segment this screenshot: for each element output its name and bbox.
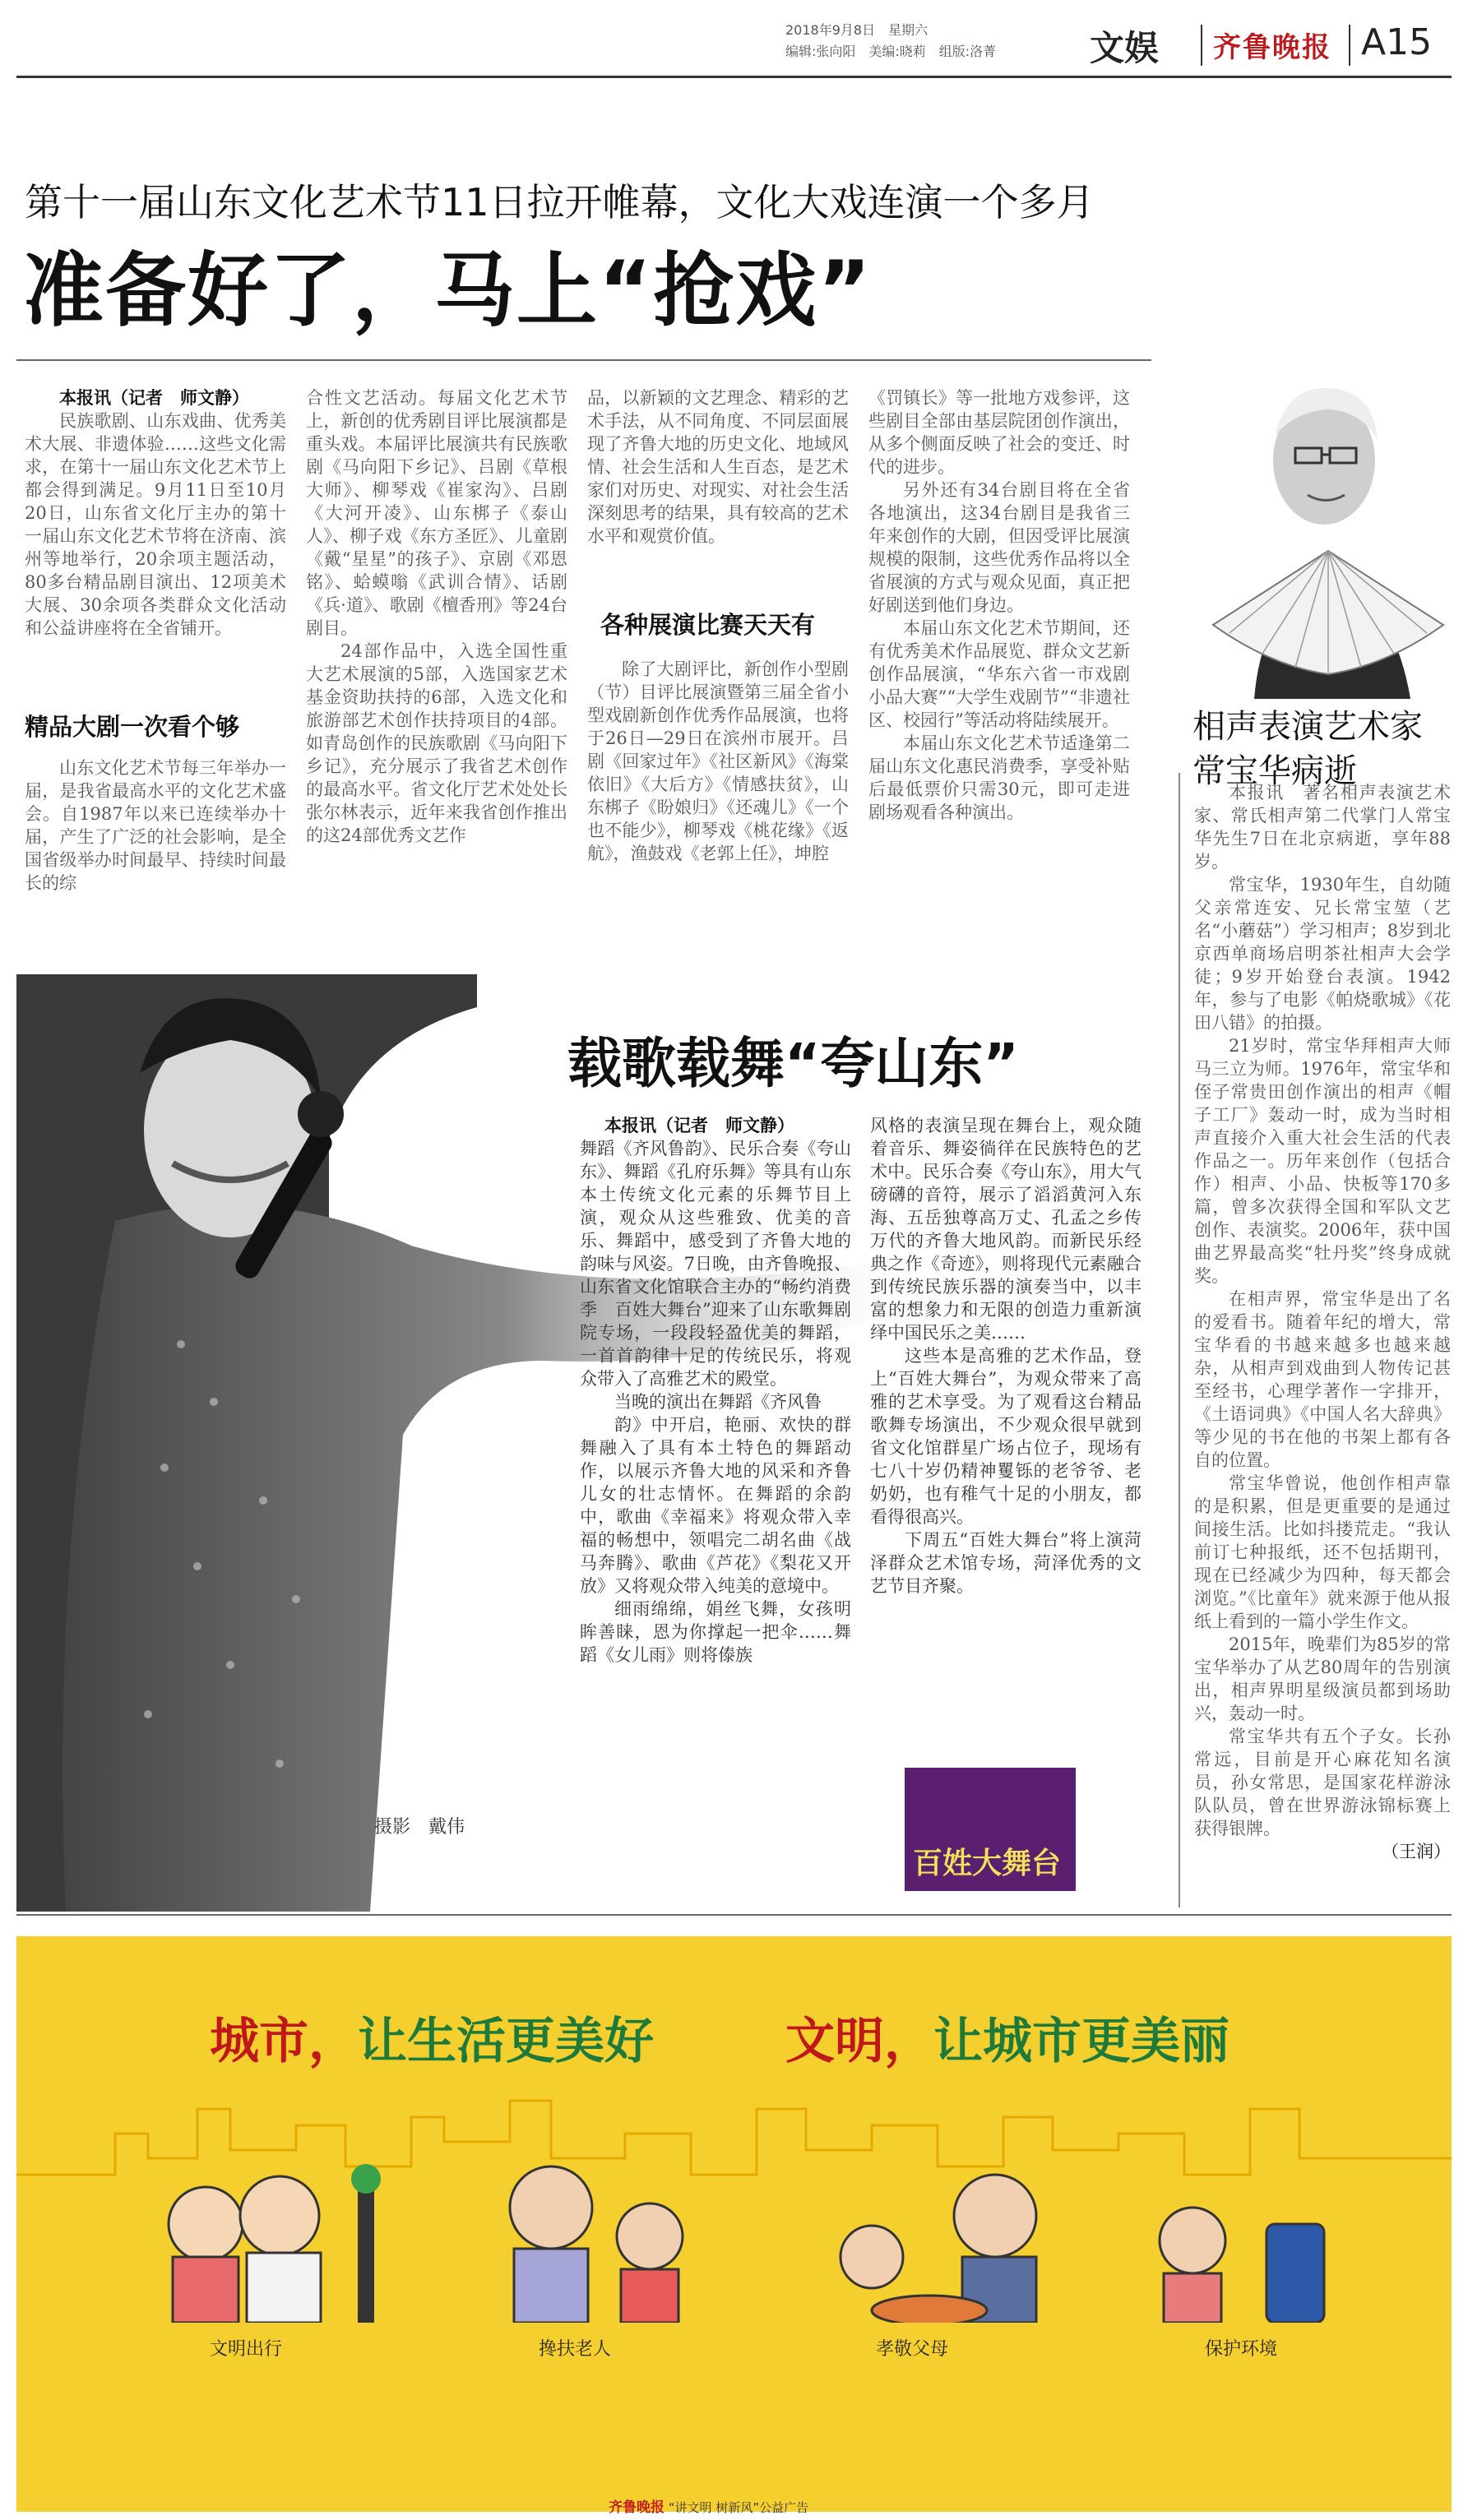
feature-paragraph: 当晚的演出在舞蹈《齐风鲁 — [614, 1392, 822, 1412]
headline-rule — [16, 359, 1151, 361]
obituary-title-line: 常宝华病逝 — [1192, 752, 1357, 790]
feature-paragraph: 舞蹈《齐风鲁韵》、民乐合奏《夸山东》、舞蹈《孔府乐舞》等具有山东本土传统文化元素的乐舞节目上演，观众从这些雅致、优美的音乐、舞蹈中，感受到了齐鲁大地的韵味与风姿。7日晚，由齐鲁晚报、山东省文化馆联合主办的“畅约消费季 百姓大舞台”迎来了山东歌舞剧院专场，一段段轻盈优美的舞蹈，一首首韵律十足的传统民乐，将观众带入了高雅艺术的殿堂。 — [580, 1139, 851, 1389]
column-rule — [1179, 773, 1180, 1907]
feature-paragraph: 这些本是高雅的艺术作品，登上“百姓大舞台”，为观众带来了高雅的艺术享受。为了观看这台精品歌舞专场演出，不少观众很早就到省文化馆群星广场占位子，现场有七八十岁仍精神矍铄的老爷爷、老奶奶，也有稚气十足的小朋友，都看得很高兴。 — [870, 1346, 1142, 1527]
ad-footer-brand: 齐鲁晚报 — [609, 2499, 665, 2516]
masthead-divider — [1349, 25, 1350, 66]
lead-subhead-1: 精品大剧一次看个够 — [25, 713, 240, 741]
editor-credits: 编辑:张向阳 美编:晓莉 组版:洛菁 — [785, 44, 997, 59]
feature-column-1 — [580, 1114, 851, 1667]
ad-caption: 保护环境 — [1205, 2339, 1278, 2360]
ad-slogan-1-prefix: 城市， — [210, 2013, 358, 2070]
obituary-paragraph: 21岁时，常宝华拜相声大师马三立为师。1976年，常宝华和侄子常贵田创作演出的相声《帽子工厂》轰动一时，成为当时相声直接介入重大社会生活的代表作品之一。历年来创作（包括合作）相声、小品、快板等170多篇，曾多次获得全国和军队文艺创作、表演奖。2006年，获中国曲艺界最高奖“牡丹奖”终身成就奖。 — [1194, 1036, 1451, 1286]
masthead-divider — [1201, 25, 1202, 66]
lead-column-4 — [868, 386, 1130, 824]
lead-column-1b — [25, 756, 286, 895]
ad-illustration — [16, 2060, 1452, 2323]
lead-column-1 — [25, 386, 286, 640]
lead-column-3 — [587, 386, 849, 548]
scene-protect-environment — [1160, 2208, 1324, 2323]
feature-paragraph: 韵》中开启，艳丽、欢快的群舞融入了具有本土特色的舞蹈动作，以展示齐鲁大地的风采和齐鲁儿女的壮志情怀。在舞蹈的余韵中，歌曲《幸福来》将观众带入幸福的畅想中，领唱完二胡名曲《战马奔腾》、歌曲《芦花》《梨花又开放》又将观众带入纯美的意境中。 — [580, 1415, 851, 1596]
lead-paragraph: 24部作品中，入选全国性重大艺术展演的5部，入选国家艺术基金资助扶持的6部，入选文化和旅游部艺术创作扶持项目的4部。如青岛创作的民族歌剧《马向阳下乡记》，充分展示了我省艺术创作的最高水平。省文化厅艺术处处长张尔林表示，近年来我省创作推出的这24部优秀文艺作 — [306, 641, 567, 845]
scene-help-elderly — [510, 2166, 683, 2323]
masthead — [0, 0, 1468, 74]
lead-paragraph: 山东文化艺术节每三年举办一届，是我省最高水平的文化艺术盛会。自1987年以来已连续举办十届，产生了广泛的社会影响，是全国省级举办时间最早、持续时间最长的综 — [25, 758, 286, 893]
ad-footer-text: “讲文明 树新风”公益广告 — [668, 2500, 809, 2515]
obituary-paragraph: 常宝华曾说，他创作相声靠的是积累，但是更重要的是通过间接生活。比如抖搂荒走。“我认前订七种报纸，还不包括期刊，现在已经减少为四种，每天都会浏览。”《比童年》就来源于他从报纸上看到的一篇小学生作文。 — [1194, 1473, 1451, 1631]
ad-caption: 搀扶老人 — [539, 2339, 612, 2360]
lead-paragraph: 另外还有34台剧目将在全省各地演出，这34台剧目是我省三年来创作的大剧，但因受评比展演规模的限制，这些优秀作品将以全省展演的方式与观众见面，真正把好剧送到他们身边。 — [868, 480, 1130, 615]
portrait-photo — [1205, 354, 1452, 699]
lead-paragraph: 除了大剧评比，新创作小型剧（节）目评比展演暨第三届全省小型戏剧新创作优秀作品展演，也将于26日—29日在滨州市展开。吕剧《回家过年》《社区新风》《海棠依旧》《大后方》《情感扶贫》，山东梆子《盼娘归》《还魂儿》《一个也不能少》，柳琴戏《桃花缘》《返航》，渔鼓戏《老郭上任》，坤腔 — [587, 659, 849, 863]
obituary-paragraph: 在相声界，常宝华是出了名的爱看书。随着年纪的增大，常宝华看的书越来越多也越来越杂，从相声到戏曲到人物传记甚至经书，心理学著作一字排开，《土语词典》《中国人名大辞典》等少见的书在他的书架上都有各自的位置。 — [1194, 1289, 1451, 1470]
ad-caption: 孝敬父母 — [876, 2339, 949, 2360]
obituary-column — [1194, 781, 1451, 1863]
lead-kicker: 第十一届山东文化艺术节11日拉开帷幕，文化大戏连演一个多月 — [25, 180, 1095, 224]
feature-title: 载歌载舞“夸山东” — [567, 1032, 1019, 1095]
lead-paragraph: 本届山东文化艺术节适逢第二届山东文化惠民消费季，享受补贴后最低票价只需30元，即可走进剧场观看各种演出。 — [868, 733, 1130, 822]
ad-slogan-2-suffix: 让城市更美丽 — [933, 2013, 1230, 2070]
lead-byline: 本报讯（记者 师文静） — [59, 388, 249, 408]
public-service-ad — [16, 1936, 1452, 2516]
lead-paragraph: 《罚镇长》等一批地方戏参评，这些剧目全部由基层院团创作演出，从多个侧面反映了社会的变迁、时代的进步。 — [868, 388, 1130, 477]
issue-meta — [785, 20, 996, 62]
top-rule — [16, 76, 1452, 78]
feature-paragraph: 下周五“百姓大舞台”将上演菏泽群众艺术馆专场，菏泽优秀的文艺节目齐聚。 — [870, 1530, 1142, 1596]
lead-paragraph: 品，以新颖的文艺理念、精彩的艺术手法，从不同角度、不同层面展现了齐鲁大地的历史文化、地域风情、社会生活和人生百态，是艺术家们对历史、对现实、对社会生活深刻思考的结果，具有较高的艺术水平和观赏价值。 — [587, 388, 849, 546]
lead-paragraph: 本届山东文化艺术节期间，还有优秀美术作品展览、群众文艺新创作品展演，“华东六省一市戏剧小品大赛”“大学生戏剧节”“非遗社区、校园行”等活动将陆续展开。 — [868, 618, 1130, 730]
lead-paragraph: 民族歌剧、山东戏曲、优秀美术大展、非遗体验……这些文化需求，在第十一届山东文化艺术节上都会得到满足。9月11日至10月20日，山东省文化厅主办的第十一届山东文化艺术节将在济南、滨州等地举行，20余项主题活动，80多台精品剧目演出、12项美术大展、30余项各类群众文化活动和公益讲座将在全省铺开。 — [25, 411, 286, 638]
lead-subhead-2: 各种展演比赛天天有 — [600, 611, 816, 639]
obituary-paragraph: 常宝华，1930年生，自幼随父亲常连安、兄长常宝堃（艺名“小蘑菇”）学习相声；8岁到北京西单商场启明茶社相声大会学徒；9岁开始登台表演。1942年，参与了电影《帕烧歌城》《花田八错》的拍摄。 — [1194, 875, 1451, 1033]
scene-filial-piety — [841, 2175, 1036, 2323]
obituary-title-line: 相声表演艺术家 — [1192, 708, 1423, 746]
obituary-paragraph: 2015年，晚辈们为85岁的常宝华举办了从艺80周年的告别演出，相声界明星级演员都到场助兴，轰动一时。 — [1194, 1635, 1451, 1723]
bottom-rule — [16, 1914, 1452, 1916]
feature-byline: 本报讯（记者 师文静） — [604, 1116, 794, 1135]
lead-column-2 — [306, 386, 567, 847]
feature-column-2 — [870, 1114, 1142, 1598]
paper-logo: 齐鲁晚报 — [1213, 31, 1331, 64]
section-name: 文娱 — [1090, 28, 1160, 68]
scene-civilized-travel — [169, 2164, 381, 2323]
ad-slogan-2-prefix: 文明， — [785, 2013, 933, 2070]
lead-paragraph: 合性文艺活动。每届文化艺术节上，新创的优秀剧目评比展演都是重头戏。本届评比展演共有民族歌剧《马向阳下乡记》、吕剧《草根大师》、柳琴戏《崔家沟》、吕剧《大河开凌》、山东梆子《泰山人》、柳子戏《东方圣匠》、儿童剧《戴“星星”的孩子》、京剧《邓恩铭》、蛤蟆嗡《武训合情》、话剧《兵·道》、歌剧《檀香刑》等24台剧目。 — [306, 388, 567, 638]
photo-credit: 摄影 戴伟 — [374, 1817, 465, 1838]
feature-paragraph: 细雨绵绵，娟丝飞舞，女孩明眸善睐，恩为你撑起一把伞……舞蹈《女儿雨》则将傣族 — [580, 1599, 851, 1665]
lead-column-3b — [587, 658, 849, 865]
ad-footer — [609, 2495, 808, 2516]
obituary-signoff: （王润） — [1382, 1842, 1451, 1861]
page-number: A15 — [1361, 21, 1433, 63]
obituary-title — [1192, 705, 1423, 793]
ad-slogan-1-suffix: 让生活更美好 — [358, 2013, 654, 2070]
ad-caption: 文明出行 — [210, 2339, 283, 2360]
stage-badge-label: 百姓大舞台 — [913, 1846, 1062, 1880]
lead-headline: 准备好了，马上“抢戏” — [23, 244, 873, 338]
obituary-paragraph: 常宝华共有五个子女。长孙常远，目前是开心麻花知名演员，孙女常思，是国家花样游泳队队员，曾在世界游泳锦标赛上获得银牌。 — [1194, 1727, 1451, 1838]
feature-paragraph: 风格的表演呈现在舞台上，观众随着音乐、舞姿徜徉在民族特色的艺术中。民乐合奏《夸山东》，用大气磅礴的音符，展示了滔滔黄河入东海、五岳独尊高万丈、孔孟之乡传万代的齐鲁大地风韵。而新民乐经典之作《奇迹》，则将现代元素融合到传统民族乐器的演奏当中，以丰富的想象力和无限的创造力重新演绎中国民乐之美…… — [870, 1116, 1142, 1343]
obituary-paragraph: 本报讯 著名相声表演艺术家、常氏相声第二代掌门人常宝华先生7日在北京病逝，享年88岁。 — [1194, 783, 1451, 872]
issue-date: 2018年9月8日 星期六 — [785, 22, 928, 38]
